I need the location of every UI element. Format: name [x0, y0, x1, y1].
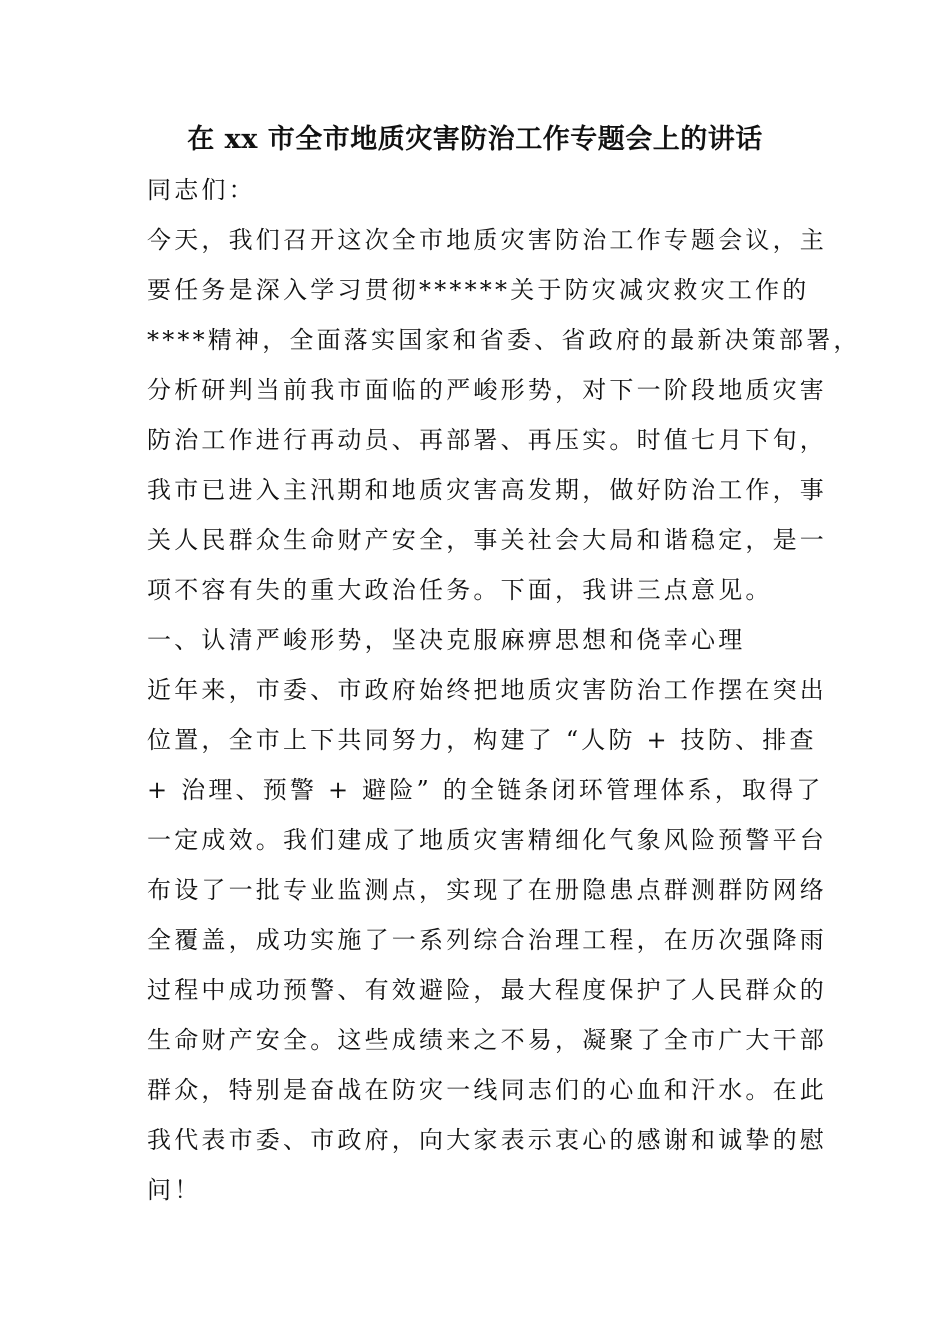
body-line: 生命财产安全。这些成绩来之不易，凝聚了全市广大干部: [147, 1026, 827, 1054]
body-line: 防治工作进行再动员、再部署、再压实。时值七月下旬，: [147, 426, 827, 454]
body-line: 要任务是深入学习贯彻******关于防灾减灾救灾工作的: [147, 276, 810, 304]
body-line: 全覆盖，成功实施了一系列综合治理工程，在历次强降雨: [147, 926, 827, 954]
body-line: + 治理、预警 + 避险” 的全链条闭环管理体系，取得了: [147, 776, 824, 804]
body-line: 群众，特别是奋战在防灾一线同志们的心血和汗水。在此: [147, 1076, 827, 1104]
body-line: 一定成效。我们建成了地质灾害精细化气象风险预警平台: [147, 826, 827, 854]
greeting-line: 同志们：: [147, 176, 256, 204]
body-line: 项不容有失的重大政治任务。下面，我讲三点意见。: [147, 576, 773, 604]
body-line: 问！: [147, 1176, 202, 1204]
document-title: 在 xx 市全市地质灾害防治工作专题会上的讲话: [187, 124, 763, 155]
section-heading: 一、认清严峻形势，坚决克服麻痹思想和侥幸心理: [147, 626, 746, 654]
body-line: 我市已进入主汛期和地质灾害高发期，做好防治工作，事: [147, 476, 827, 504]
body-line: 布设了一批专业监测点，实现了在册隐患点群测群防网络: [147, 876, 827, 904]
body-line: 关人民群众生命财产安全，事关社会大局和谐稳定，是一: [147, 526, 827, 554]
body-line: 近年来，市委、市政府始终把地质灾害防治工作摆在突出: [147, 676, 827, 704]
body-line: 过程中成功预警、有效避险，最大程度保护了人民群众的: [147, 976, 827, 1004]
body-line: 今天，我们召开这次全市地质灾害防治工作专题会议，主: [147, 226, 827, 254]
body-line: 分析研判当前我市面临的严峻形势，对下一阶段地质灾害: [147, 376, 827, 404]
body-line: ****精神，全面落实国家和省委、省政府的最新决策部署，: [147, 326, 861, 354]
body-line: 我代表市委、市政府，向大家表示衷心的感谢和诚挚的慰: [147, 1126, 827, 1154]
body-line: 位置，全市上下共同努力，构建了 “人防 + 技防、排查: [147, 726, 817, 754]
